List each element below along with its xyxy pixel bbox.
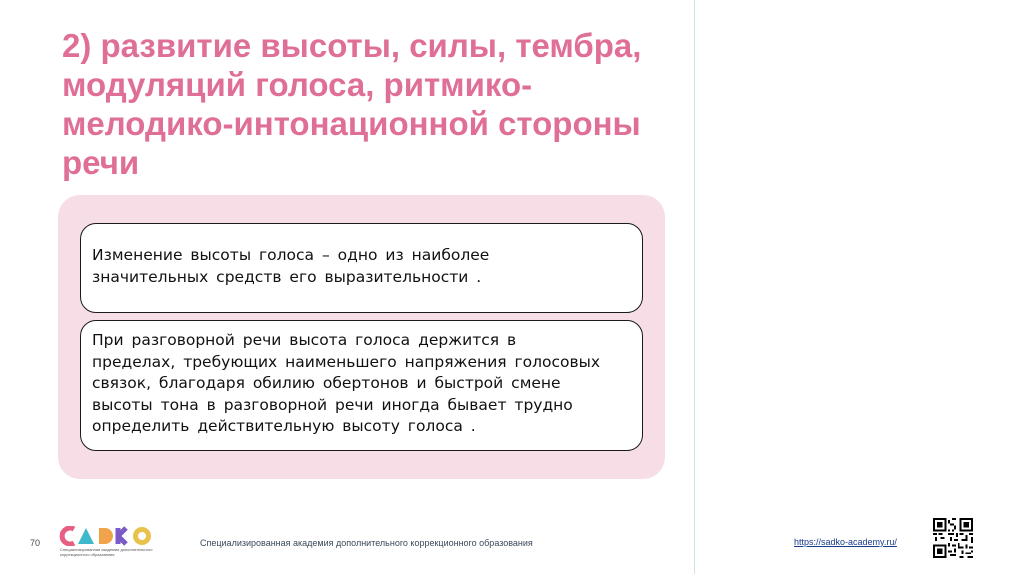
slide-divider-line [694, 0, 695, 574]
qr-code-icon [933, 518, 973, 558]
title-line-2: модуляций голоса, ритмико- [62, 66, 533, 103]
text-line: определить действительную высоту голоса . [92, 417, 476, 435]
website-link[interactable]: https://sadko-academy.ru/ [794, 537, 897, 547]
text-line: При разговорной речи высота голоса держится в [92, 331, 517, 349]
text-line: связок, благодаря обилию обертонов и быстрой смене [92, 374, 561, 392]
logo-tagline: Специализированная академия дополнительного коррекционного образования [60, 547, 153, 557]
organization-name: Специализированная академия дополнительного коррекционного образования [200, 538, 533, 548]
title-line-4: речи [62, 144, 140, 181]
text-line: Изменение высоты голоса – одно из наиболее [92, 246, 490, 264]
sadko-logo [58, 526, 154, 562]
page-number: 70 [30, 538, 41, 548]
title-line-1: 2) развитие высоты, силы, тембра, [62, 27, 642, 64]
slide-title [62, 26, 672, 182]
text-box-conversational-speech [80, 320, 643, 451]
title-line-3: мелодико-интонационной стороны [62, 105, 641, 142]
sadko-logo-shapes [58, 526, 154, 546]
text-line: значительных средств его выразительности . [92, 267, 482, 286]
text-line: пределах, требующих наименьшего напряжения голосовых [92, 352, 601, 371]
text-box-pitch-change [80, 223, 643, 313]
text-line: высоты тона в разговорной речи иногда бывает трудно [92, 395, 573, 414]
